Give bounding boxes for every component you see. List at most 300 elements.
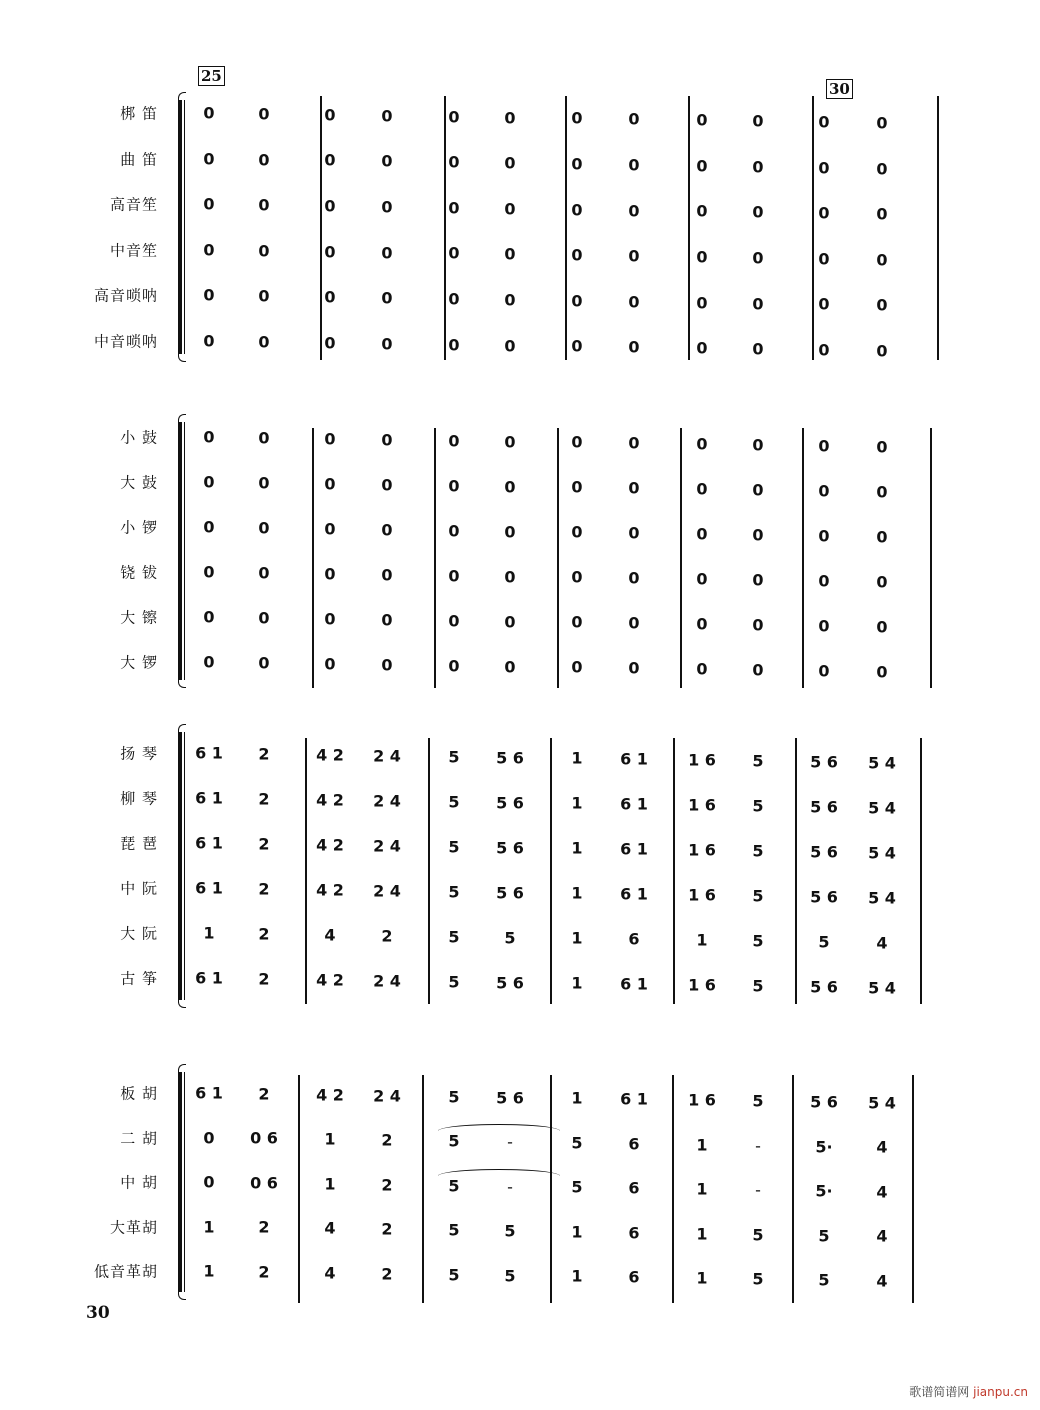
winds-barline	[812, 96, 814, 360]
note: 5	[448, 747, 460, 767]
note: 0	[696, 293, 708, 313]
note: 5	[752, 931, 764, 951]
winds-barline	[320, 96, 322, 360]
note: 5	[448, 1087, 460, 1107]
note: 5 4	[868, 888, 896, 908]
note: 5 4	[868, 798, 896, 818]
note: 5 6	[810, 887, 838, 907]
note: 0	[448, 198, 460, 218]
note: 0	[203, 652, 215, 672]
note: 5	[818, 932, 830, 952]
note: 2	[258, 744, 270, 764]
note: 0	[571, 200, 583, 220]
note: 1 6	[688, 750, 716, 770]
note: 0	[381, 475, 393, 495]
note: 0	[324, 242, 336, 262]
note: 0	[696, 569, 708, 589]
note: 0	[448, 335, 460, 355]
note: 0	[448, 243, 460, 263]
note: 0	[876, 341, 888, 361]
note: 0	[628, 613, 640, 633]
note: 0	[381, 151, 393, 171]
note: 0	[876, 617, 888, 637]
note: 0	[818, 158, 830, 178]
percussion-barline	[680, 428, 682, 688]
instrument-label: 小 锣	[120, 518, 158, 537]
note: 6 1	[620, 839, 648, 859]
note: 4	[324, 1263, 336, 1283]
bowed-barline	[550, 1075, 552, 1303]
note: 5 6	[810, 842, 838, 862]
note: 1	[571, 1088, 583, 1108]
plucked-barline	[795, 738, 797, 1004]
note: 0	[818, 436, 830, 456]
note: 1	[203, 1217, 215, 1236]
note: 1	[571, 748, 583, 768]
note: 0	[696, 247, 708, 267]
note: 0	[258, 608, 270, 628]
note: 6 1	[195, 788, 223, 808]
bowed-barline	[792, 1075, 794, 1303]
note: 0	[696, 156, 708, 176]
note: 0	[258, 104, 270, 124]
note: 1	[571, 1266, 583, 1286]
note: 0	[203, 1172, 215, 1192]
note: 4 2	[316, 970, 344, 990]
note: 1	[571, 928, 583, 948]
note: 0	[752, 339, 764, 359]
note: 5	[752, 1269, 764, 1289]
bowed-barline	[672, 1075, 674, 1303]
note: 4	[876, 1271, 888, 1291]
note: 0	[752, 202, 764, 222]
note: 0	[876, 250, 888, 270]
note: 0	[381, 243, 393, 262]
note: 1	[203, 923, 215, 943]
note: 5	[752, 841, 764, 861]
note: 0	[696, 434, 708, 454]
note: 0	[448, 521, 460, 541]
note: 1 6	[688, 840, 716, 860]
note: 0	[876, 113, 888, 133]
note: 0	[571, 612, 583, 632]
plucked-barline	[920, 738, 922, 1004]
note: 5	[448, 972, 460, 992]
note: 2	[258, 1262, 270, 1282]
note: 5 4	[868, 1093, 896, 1113]
note: 0	[876, 159, 888, 178]
note: 2 4	[373, 746, 401, 766]
note: 5 4	[868, 978, 896, 998]
note: 6	[628, 1267, 640, 1287]
note: 0	[448, 566, 460, 586]
note: 0	[696, 110, 708, 130]
bowed-barline	[422, 1075, 424, 1303]
note: 0	[628, 658, 640, 678]
note: 0	[258, 518, 270, 538]
note: 2	[258, 789, 270, 809]
note: 0	[203, 562, 215, 582]
note: 2 4	[373, 836, 401, 856]
note: 2	[258, 1084, 270, 1104]
note: 0	[381, 565, 393, 585]
note: 0	[504, 567, 516, 586]
note: 5	[571, 1177, 583, 1197]
note: 2	[381, 1130, 393, 1150]
note: -	[755, 1180, 761, 1200]
note: 5·	[815, 1137, 833, 1156]
note: 0	[752, 294, 764, 313]
note: 0	[628, 201, 640, 220]
note: 2 4	[373, 1086, 401, 1106]
note: 2	[258, 834, 270, 854]
instrument-label: 梆 笛	[120, 104, 158, 123]
note: 0	[203, 240, 215, 260]
note: 5	[504, 928, 516, 947]
winds-barline	[444, 96, 446, 360]
note: 4 2	[316, 790, 344, 810]
note: 0	[504, 522, 516, 541]
note: 0	[752, 435, 764, 455]
note: 0	[381, 655, 393, 675]
note: 6 1	[620, 1089, 648, 1109]
note: 0	[381, 288, 393, 308]
note: 0	[448, 431, 460, 451]
note: 1	[324, 1129, 336, 1149]
note: 6 1	[195, 878, 223, 898]
plucked-barline	[673, 738, 675, 1004]
note: 1	[696, 930, 708, 950]
note: 4	[876, 933, 888, 953]
note: 0	[818, 526, 830, 546]
note: 4 2	[316, 1085, 344, 1105]
note: 0	[818, 340, 830, 360]
rehearsal-mark-30: 30	[826, 79, 853, 99]
note: 0 6	[250, 1173, 278, 1193]
note: 0	[203, 331, 215, 351]
note: 1 6	[688, 885, 716, 905]
note: 0	[258, 473, 270, 493]
note: 1	[696, 1179, 708, 1199]
note: 0	[628, 246, 640, 266]
plucked-barline	[428, 738, 430, 1004]
note: 0	[448, 611, 460, 631]
instrument-label: 大 鼓	[120, 473, 158, 492]
note: 0	[876, 662, 888, 682]
note: 0	[504, 244, 516, 264]
instrument-label: 板 胡	[120, 1084, 158, 1103]
note: 0	[324, 609, 336, 629]
note: 5 6	[810, 797, 838, 817]
note: 1	[696, 1224, 708, 1244]
note: 0	[628, 568, 640, 588]
note: 0	[381, 430, 393, 450]
note: 0	[258, 332, 270, 352]
tie-mark	[438, 1124, 560, 1131]
note: 4	[324, 925, 336, 945]
note: 0	[504, 290, 516, 310]
note: -	[507, 1132, 513, 1152]
percussion-brace	[174, 422, 184, 680]
note: 0	[504, 199, 516, 219]
note: 5 4	[868, 753, 896, 773]
note: 2	[258, 1217, 270, 1237]
note: 0	[381, 197, 393, 217]
instrument-label: 大 阮	[120, 924, 158, 943]
note: 0	[324, 519, 336, 539]
note: 5 6	[496, 973, 524, 992]
note: 6 1	[195, 743, 223, 763]
note: 0	[571, 477, 583, 497]
note: 0	[628, 109, 640, 129]
note: 6	[628, 929, 640, 949]
note: 0	[258, 195, 270, 215]
note: -	[755, 1136, 761, 1156]
note: 6	[628, 1134, 640, 1154]
percussion-barline	[802, 428, 804, 688]
note: 5	[752, 796, 764, 816]
instrument-label: 大 镲	[120, 608, 158, 627]
note: 0	[324, 429, 336, 449]
note: 6 1	[195, 833, 223, 853]
note: 0	[818, 661, 830, 681]
note: 0	[203, 607, 215, 627]
note: 0	[504, 153, 516, 173]
note: 0	[504, 657, 516, 676]
note: -	[507, 1177, 513, 1196]
note: 0	[628, 523, 640, 543]
note: 0	[324, 196, 336, 216]
page-number: 30	[86, 1303, 110, 1323]
note: 2 4	[373, 971, 401, 991]
instrument-label: 中 胡	[120, 1173, 158, 1192]
note: 2 4	[373, 881, 401, 901]
instrument-label: 小 鼓	[120, 428, 158, 447]
note: 0	[504, 477, 516, 496]
note: 4 2	[316, 745, 344, 765]
instrument-label: 中音笙	[109, 241, 158, 260]
note: 0	[876, 527, 888, 547]
note: 0	[818, 112, 830, 132]
note: 5	[571, 1133, 583, 1153]
note: 5 6	[810, 1092, 838, 1112]
note: 0	[448, 476, 460, 496]
note: 5	[752, 751, 764, 771]
note: 5	[752, 976, 764, 996]
note: 0	[876, 572, 888, 592]
note: 0	[203, 1128, 215, 1147]
instrument-label: 琵 琶	[120, 834, 158, 853]
note: 0	[258, 563, 270, 583]
note: 5	[448, 1265, 460, 1285]
note: 5	[448, 1176, 460, 1196]
note: 1	[571, 793, 583, 813]
note: 0	[628, 337, 640, 357]
note: 0	[324, 333, 336, 353]
note: 5	[752, 886, 764, 906]
note: 0	[818, 294, 830, 314]
note: 0	[504, 432, 516, 451]
note: 0	[203, 103, 215, 123]
note: 2	[381, 1175, 393, 1195]
note: 0	[818, 571, 830, 591]
instrument-label: 大革胡	[109, 1218, 158, 1236]
note: 5 6	[496, 793, 524, 812]
note: 0	[203, 472, 215, 492]
note: 0	[876, 204, 888, 224]
note: 5 4	[868, 843, 896, 863]
instrument-label: 中 阮	[120, 879, 158, 898]
note: 0	[448, 289, 460, 309]
note: 0	[324, 654, 336, 674]
note: 0	[381, 334, 393, 354]
bowed-barline	[298, 1075, 300, 1303]
percussion-barline	[557, 428, 559, 688]
instrument-label: 高音笙	[109, 195, 158, 214]
note: 5 6	[496, 883, 524, 902]
note: 0	[571, 336, 583, 356]
note: 0	[571, 291, 583, 311]
note: 1	[324, 1174, 336, 1194]
note: 0	[448, 656, 460, 676]
note: 6 1	[620, 749, 648, 769]
note: 0	[448, 152, 460, 172]
note: 0	[504, 336, 516, 355]
note: 1	[571, 883, 583, 903]
note: 0	[752, 615, 764, 635]
winds-barline	[937, 96, 939, 360]
note: 5	[448, 792, 460, 812]
note: 0	[324, 474, 336, 494]
note: 5 6	[810, 752, 838, 772]
note: 2	[258, 924, 270, 944]
note: 0	[818, 203, 830, 223]
note: 0	[504, 108, 516, 127]
note: 0	[571, 567, 583, 587]
note: 0	[258, 428, 270, 448]
instrument-label: 古 筝	[120, 969, 158, 988]
note: 6 1	[620, 974, 648, 994]
note: 0	[448, 107, 460, 127]
note: 5	[752, 1225, 764, 1245]
instrument-label: 柳 琴	[120, 789, 158, 808]
note: 2 4	[373, 791, 401, 811]
note: 0	[752, 660, 764, 680]
note: 6	[628, 1223, 640, 1243]
note: 0	[696, 524, 708, 544]
note: 0	[504, 612, 516, 631]
note: 0	[571, 657, 583, 677]
note: 0	[696, 479, 708, 499]
percussion-barline	[434, 428, 436, 688]
note: 5 6	[496, 1088, 524, 1107]
note: 5	[504, 1221, 516, 1241]
note: 0	[876, 437, 888, 457]
note: 4	[876, 1226, 888, 1246]
note: 2	[381, 1264, 393, 1284]
note: 0	[696, 338, 708, 358]
note: 1	[571, 1222, 583, 1242]
note: 0	[571, 245, 583, 265]
note: 0	[876, 482, 888, 502]
instrument-label: 高音唢呐	[93, 286, 158, 305]
note: 0	[752, 480, 764, 500]
note: 5 6	[810, 977, 838, 997]
instrument-label: 低音革胡	[93, 1262, 158, 1281]
note: 0	[876, 295, 888, 315]
note: 0	[203, 194, 215, 214]
note: 0 6	[250, 1128, 278, 1148]
note: 6 1	[195, 1083, 223, 1103]
note: 0	[818, 249, 830, 269]
note: 0	[203, 285, 215, 305]
plucked-barline	[550, 738, 552, 1004]
note: 1	[203, 1261, 215, 1281]
note: 1 6	[688, 795, 716, 815]
note: 1	[571, 973, 583, 993]
note: 0	[203, 149, 215, 169]
note: 1	[696, 1268, 708, 1288]
note: 5	[504, 1266, 516, 1285]
note: 0	[752, 525, 764, 545]
note: 4 2	[316, 880, 344, 900]
note: 4	[324, 1218, 336, 1238]
note: 0	[752, 570, 764, 590]
percussion-barline	[930, 428, 932, 688]
note: 5	[448, 837, 460, 857]
note: 2	[258, 879, 270, 899]
note: 5 6	[496, 838, 524, 857]
rehearsal-mark-25: 25	[198, 66, 225, 86]
instrument-label: 扬 琴	[120, 744, 158, 763]
note: 0	[381, 610, 393, 630]
note: 0	[324, 287, 336, 307]
note: 2	[381, 1219, 393, 1239]
note: 1 6	[688, 975, 716, 995]
note: 0	[258, 653, 270, 673]
winds-barline	[688, 96, 690, 360]
note: 0	[628, 292, 640, 312]
note: 0	[571, 108, 583, 128]
note: 5	[752, 1091, 764, 1111]
note: 0	[752, 157, 764, 177]
watermark-text: 歌谱简谱网	[909, 1385, 970, 1399]
note: 0	[628, 433, 640, 453]
note: 0	[752, 248, 764, 268]
note: 0	[628, 155, 640, 175]
note: 0	[571, 154, 583, 174]
note: 5·	[815, 1181, 833, 1201]
note: 5	[448, 927, 460, 947]
note: 0	[818, 481, 830, 501]
instrument-label: 中音唢呐	[93, 332, 158, 351]
note: 0	[381, 106, 393, 126]
note: 1 6	[688, 1090, 716, 1110]
note: 0	[571, 432, 583, 452]
bowed-barline	[912, 1075, 914, 1303]
note: 5	[448, 1131, 460, 1151]
note: 0	[381, 520, 393, 540]
note: 5	[448, 1220, 460, 1240]
note: 1	[571, 838, 583, 858]
note: 0	[258, 150, 270, 169]
note: 0	[258, 241, 270, 261]
note: 6 1	[620, 884, 648, 904]
note: 0	[696, 659, 708, 679]
note: 0	[571, 522, 583, 542]
instrument-label: 大 锣	[120, 653, 158, 672]
watermark-url: jianpu.cn	[973, 1385, 1028, 1399]
